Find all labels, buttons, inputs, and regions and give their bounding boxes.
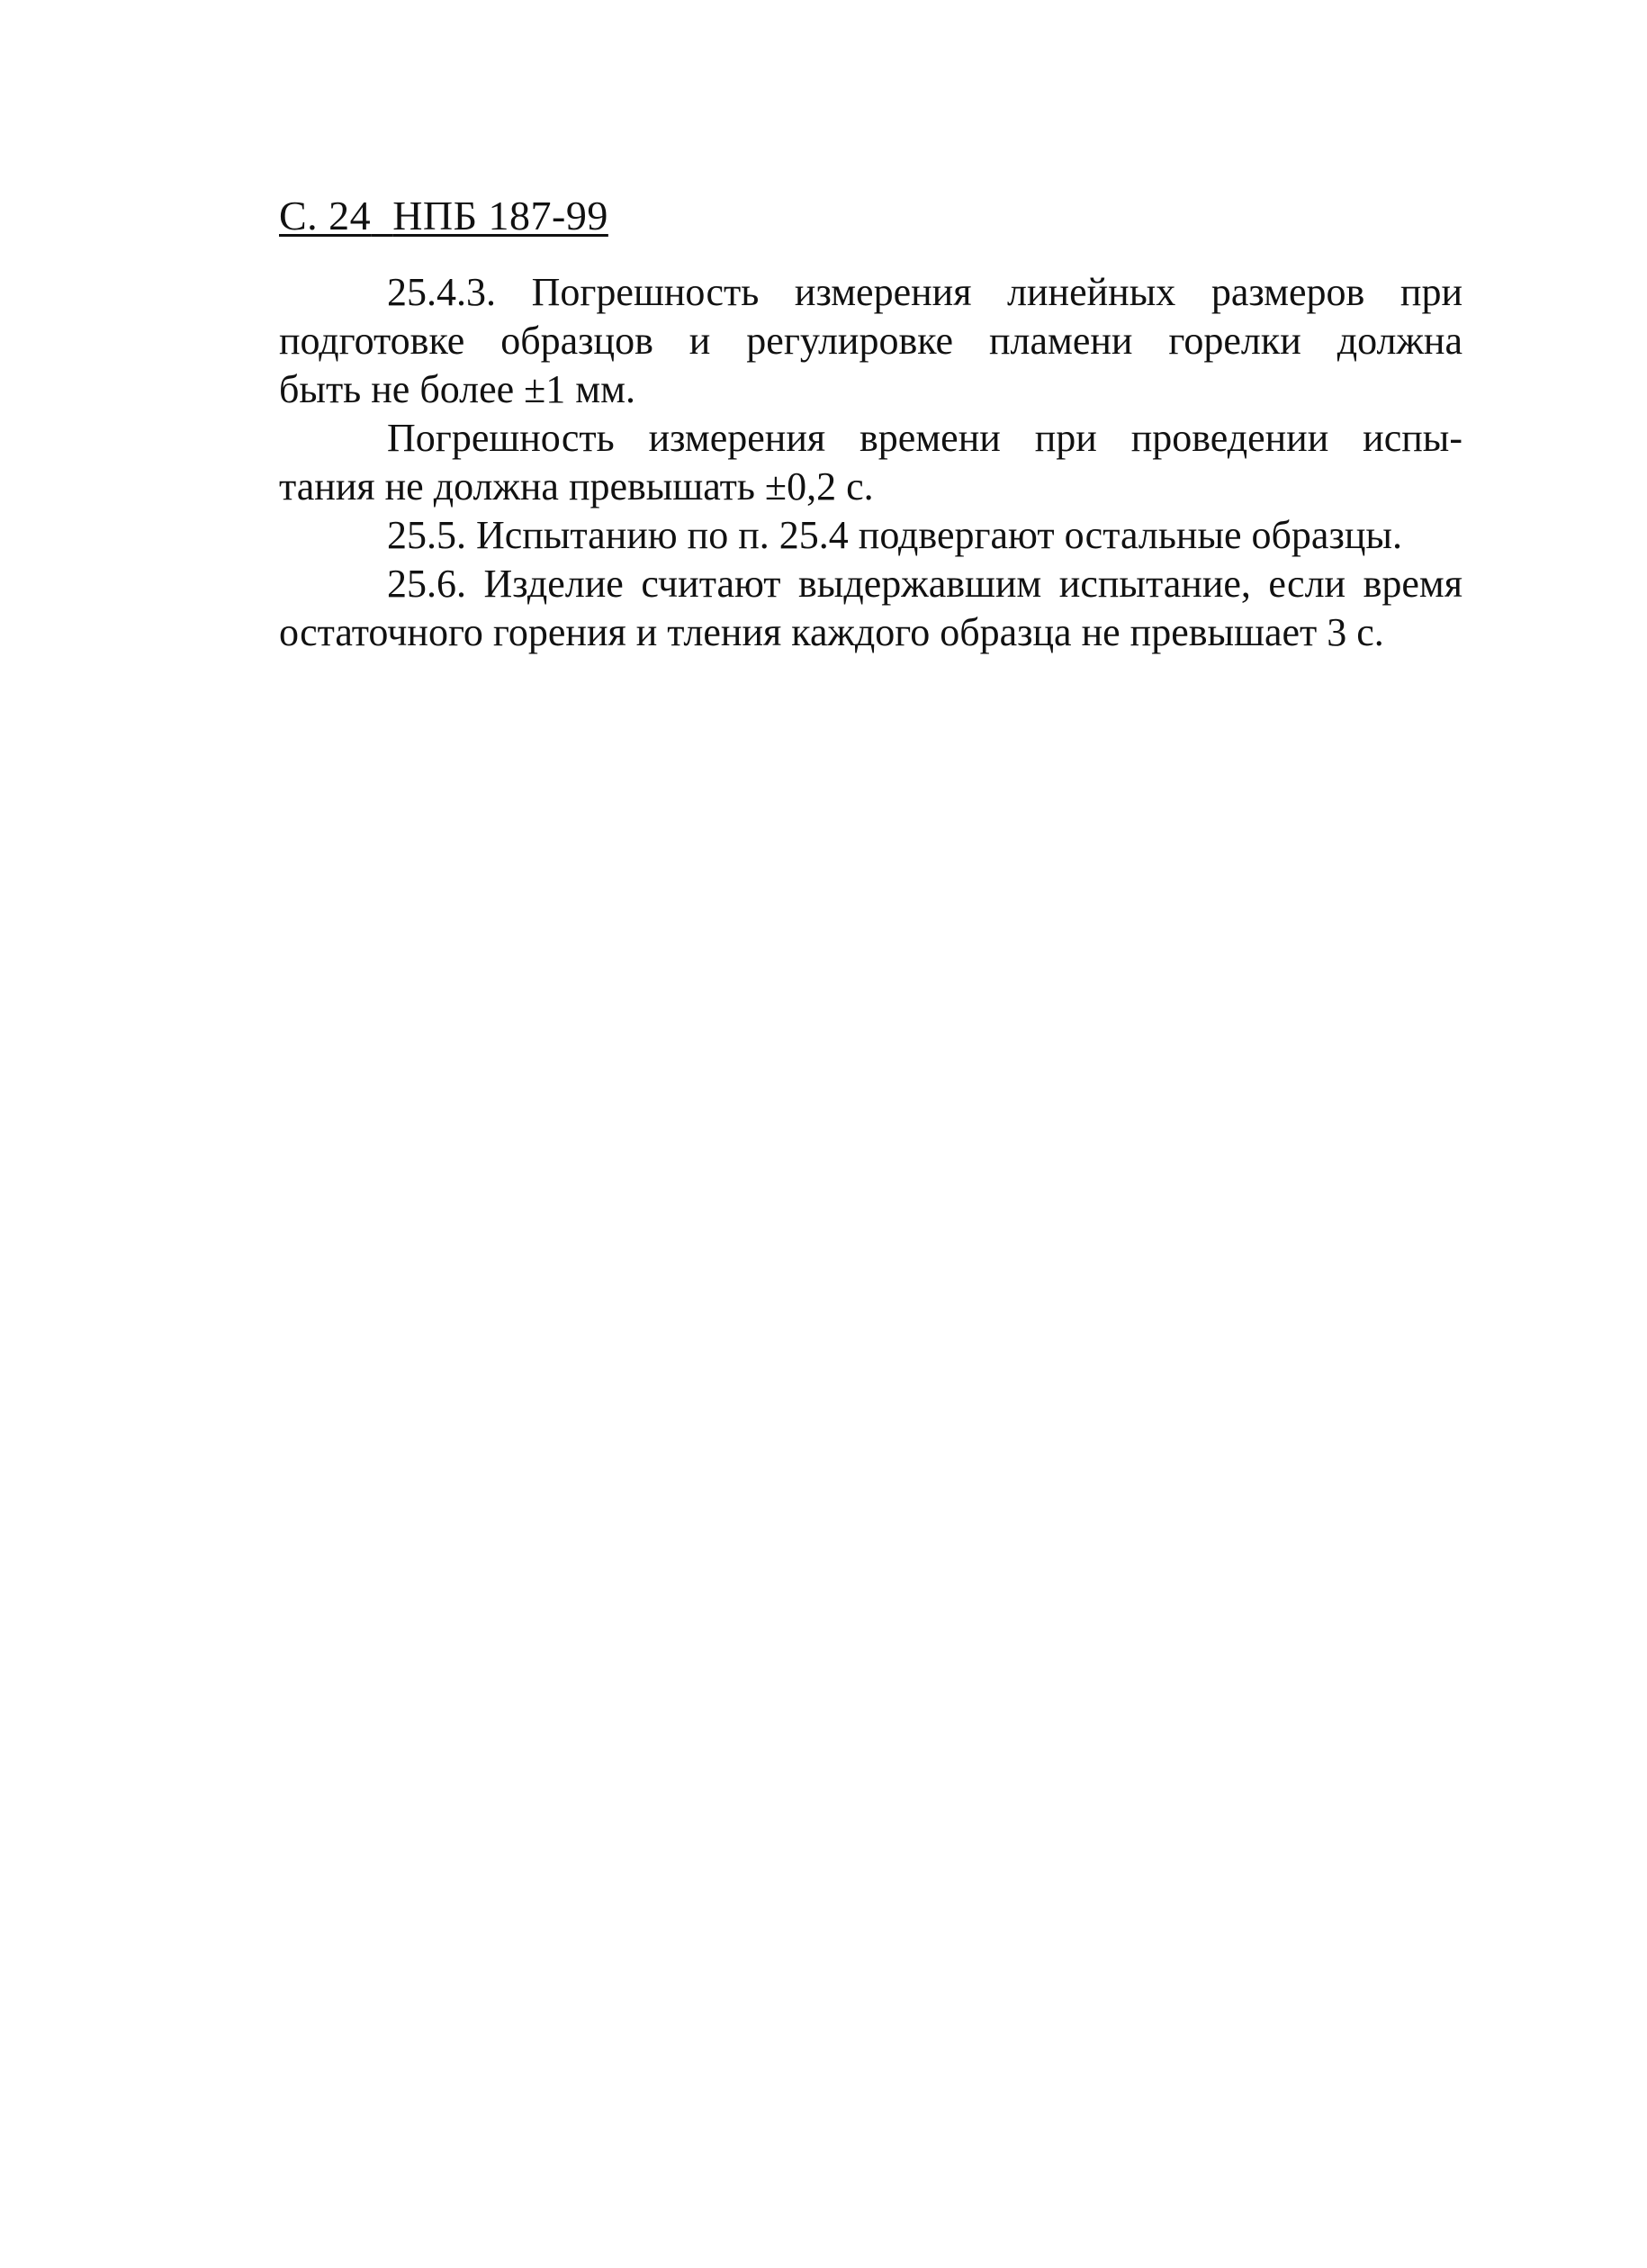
running-header (279, 191, 608, 241)
text-line: подготовке образцов и регулировке пламени горелки должна (279, 319, 1462, 363)
text-line: 25.4.3. Погрешность измерения линейных размеров при (387, 270, 1462, 314)
text-line: остаточного горения и тления каждого образца не превышает 3 с. (279, 610, 1384, 654)
paragraph-time-accuracy (279, 414, 1462, 511)
paragraph-25-6 (279, 560, 1462, 657)
page-reference: С. 24 (279, 193, 372, 238)
text-line: быть не более ±1 мм. (279, 367, 635, 411)
paragraph-25-4-3 (279, 268, 1462, 414)
text-line: 25.5. Испытанию по п. 25.4 подвергают остальные образцы. (387, 513, 1402, 557)
body-text (279, 268, 1462, 657)
paragraph-25-5 (279, 511, 1462, 560)
text-line: тания не должна превышать ±0,2 с. (279, 464, 874, 508)
document-code: НПБ 187-99 (392, 193, 608, 238)
text-line: 25.6. Изделие считают выдержавшим испытание, если время (387, 562, 1462, 606)
text-line: Погрешность измерения времени при проведении испы- (387, 416, 1462, 460)
